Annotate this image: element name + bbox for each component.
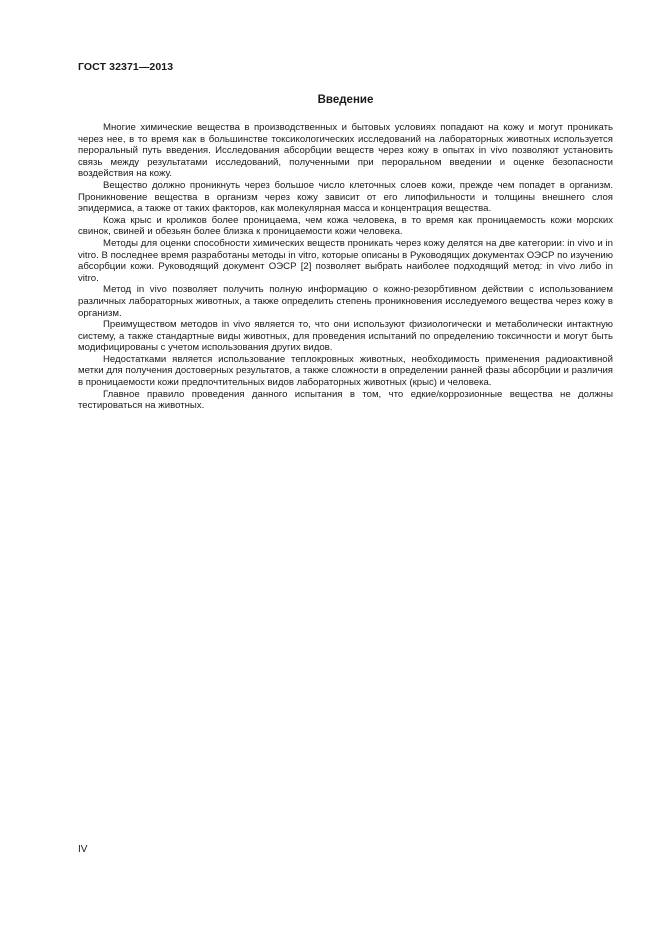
paragraph-7: Недостатками является использование теплокровных животных, необходимость применения радиоактивной метки для получения достоверных результатов, а также сложности в определении ранней фазы абсорбции и различия в проницаемости кожи предпочтительных видов лабораторных животных (крыс) и человека. [78, 353, 613, 389]
paragraph-2: Вещество должно проникнуть через большое число клеточных слоев кожи, прежде чем попадет в организм. Проникновение вещества в организм через кожу зависит от его липофильности и толщины внешнего слоя эпидермиса, а также от таких факторов, как молекулярная масса и концентрация вещества. [78, 179, 613, 215]
body-text [78, 122, 613, 412]
paragraph-5: Метод in vivo позволяет получить полную информацию о кожно-резорбтивном действии с использованием различных лабораторных животных, а также определить степень проникновения исследуемого вещества через кожу в организм. [78, 284, 613, 319]
document-standard-number: ГОСТ 32371—2013 [78, 61, 174, 73]
paragraph-8: Главное правило проведения данного испытания в том, что едкие/коррозионные вещества не должны тестироваться на животных. [78, 388, 613, 412]
paragraph-4: Методы для оценки способности химических веществ проникать через кожу делятся на две категории: in vivo и in vitro. В последнее время разработаны методы in vitro, которые описаны в Руководящих документах ОЭСР по изучению абсорбции кожи. Руководящий документ ОЭСР [2] позволяет выбрать наиболее подходящий метод: in vivo либо in vitro. [78, 237, 613, 284]
page-number: IV [78, 844, 88, 855]
paragraph-3: Кожа крыс и кроликов более проницаема, чем кожа человека, в то время как проницаемость кожи морских свинок, свиней и обезьян более близка к проницаемости кожи человека. [78, 214, 613, 238]
paragraph-6: Преимуществом методов in vivo является то, что они используют физиологически и метаболически интактную систему, а также стандартные виды животных, для проведения испытаний по определению токсичности и могут быть модифицированы с учетом использования других видов. [78, 319, 613, 354]
section-title: Введение [317, 94, 374, 106]
paragraph-1: Многие химические вещества в производственных и бытовых условиях попадают на кожу и могут проникать через нее, в то время как в большинстве токсикологических исследований на лабораторных животных используется пероральный путь введения. Исследования абсорбции веществ через кожу в опытах in vivo позволяют установить связь между результатами исследований, полученными при пероральном введении и оценке безопасности воздействия на кожу. [78, 122, 613, 180]
